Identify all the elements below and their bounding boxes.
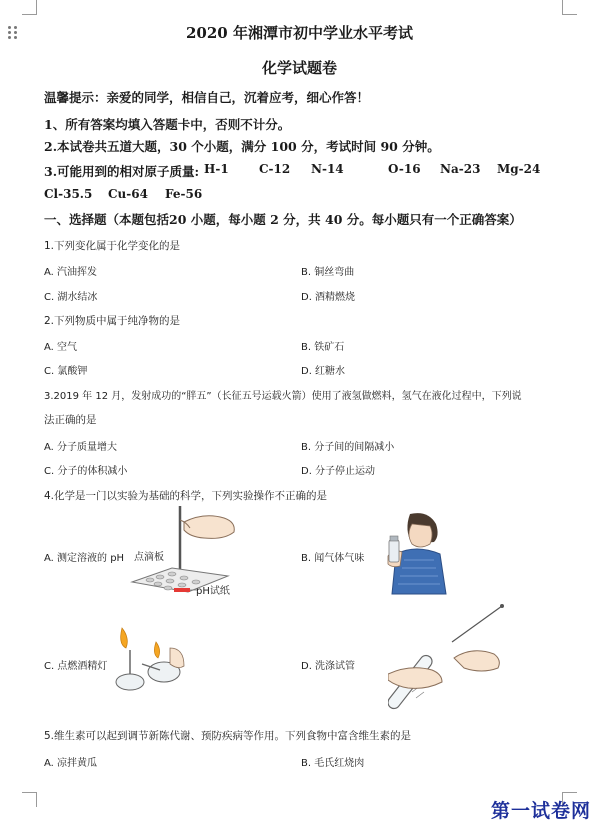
lamp-1: [116, 674, 144, 690]
ph-test-figure: [128, 502, 238, 602]
question-stem: 2.下列物质中属于纯净物的是: [44, 315, 181, 327]
option-a: A. 汽油挥发: [44, 267, 98, 278]
tube-brush: [452, 606, 502, 642]
atomic-mass: C-12: [259, 162, 291, 176]
question-stem: 1.下列变化属于化学变化的是: [44, 240, 181, 252]
atomic-mass: Cl-35.5: [44, 187, 93, 201]
section-heading: 一、选择题（本题包括20 小题，每小题 2 分，共 40 分。每小题只有一个正确答案）: [44, 212, 522, 227]
option-d: D. 分子停止运动: [301, 466, 376, 477]
figure-label-ph-paper: pH试纸: [196, 586, 230, 597]
boy-face: [409, 524, 432, 547]
hand-figure: [454, 651, 499, 671]
question-stem-continued: 法正确的是: [44, 414, 97, 426]
notice-rule-2: 2.本试卷共五道大题，30 个小题，满分 100 分，考试时间 90 分钟。: [44, 139, 440, 154]
wash-tube-figure: [388, 600, 514, 718]
question-stem: 3.2019 年 12 月，发射成功的“胖五”（长征五号运载火箭）使用了液氢做燃料，氢气在液化过程中，下列说: [44, 391, 522, 402]
option-b: B. 分子间的间隔减小: [301, 442, 395, 453]
option-d: D. 红糖水: [301, 366, 346, 377]
alcohol-lamp-figure: [112, 624, 190, 700]
option-a: A. 凉拌黄瓜: [44, 758, 98, 769]
atomic-mass: H-1: [204, 162, 229, 176]
ph-paper: [174, 588, 190, 592]
option-a: A. 空气: [44, 342, 78, 353]
atomic-mass: Cu-64: [108, 187, 148, 201]
crop-mark-top-left: [22, 0, 37, 15]
crop-mark-bottom-left: [22, 792, 37, 807]
question-stem: 5.维生素可以起到调节新陈代谢、预防疾病等作用。下列食物中富含维生素的是: [44, 730, 412, 742]
option-c: C. 分子的体积减小: [44, 466, 128, 477]
atomic-mass: Fe-56: [165, 187, 203, 201]
exam-subtitle: 化学试题卷: [261, 59, 337, 77]
option-b: B. 铁矿石: [301, 342, 345, 353]
atomic-mass: N-14: [311, 162, 344, 176]
watermark-logo: 第一试卷网: [490, 800, 591, 822]
notice-tip: 温馨提示：亲爱的同学，相信自己，沉着应考，细心作答！: [44, 90, 370, 105]
atomic-mass: Mg-24: [497, 162, 541, 176]
hand-figure: [184, 516, 234, 539]
figure-label-spot-plate: 点滴板: [134, 552, 164, 563]
notice-rule-3-label: 3.可能用到的相对原子质量:: [44, 164, 200, 179]
exam-title: 2020 年湘潭市初中学业水平考试: [186, 24, 413, 42]
question-stem: 4.化学是一门以实验为基础的科学，下列实验操作不正确的是: [44, 490, 328, 502]
option-c: C. 氯酸钾: [44, 366, 88, 377]
hand-figure: [388, 668, 442, 689]
option-b: B. 闻气体气味: [301, 553, 365, 564]
option-a: A. 分子质量增大: [44, 442, 118, 453]
flame-1: [121, 628, 128, 648]
option-d: D. 洗涤试管: [301, 661, 356, 672]
option-c: C. 湖水结冰: [44, 292, 98, 303]
hand-figure: [170, 648, 184, 668]
gas-bottle: [389, 540, 399, 562]
crop-mark-top-right: [562, 0, 577, 15]
flame-2: [154, 642, 159, 658]
option-d: D. 酒精燃烧: [301, 292, 356, 303]
option-b: B. 铜丝弯曲: [301, 267, 355, 278]
option-a: A. 测定溶液的 pH: [44, 553, 125, 564]
option-c: C. 点燃酒精灯: [44, 661, 108, 672]
option-b: B. 毛氏红烧肉: [301, 758, 365, 769]
notice-rule-1: 1、所有答案均填入答题卡中，否则不计分。: [44, 117, 291, 132]
smell-gas-figure: [376, 510, 456, 596]
atomic-mass: O-16: [388, 162, 421, 176]
atomic-mass: Na-23: [440, 162, 481, 176]
